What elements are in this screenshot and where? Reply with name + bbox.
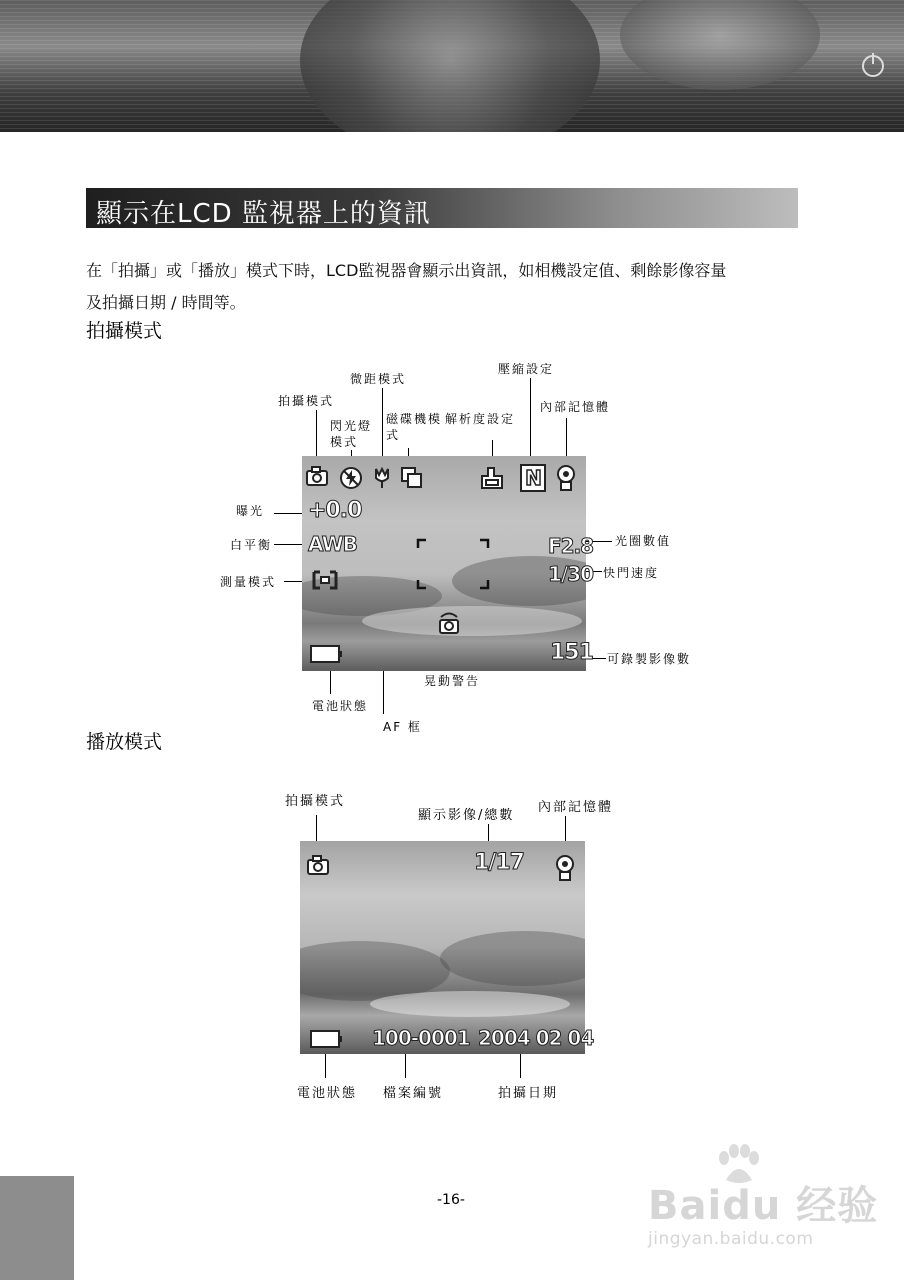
label-exposure: 曝光 (236, 504, 265, 518)
leader-battery (330, 668, 331, 694)
label-shutter: 快門速度 (603, 566, 660, 580)
resolution-icon (480, 466, 504, 490)
label-internal-memory: 內部記憶體 (540, 400, 611, 414)
label-pb-shoot-mode: 拍攝模式 (285, 794, 346, 809)
label-macro: 微距模式 (350, 372, 407, 386)
pb-file-number-value: 100-0001 (372, 1026, 470, 1050)
compression-n-icon: N (520, 464, 546, 492)
af-frame-icon (416, 538, 490, 590)
power-icon (858, 50, 888, 80)
label-af-frame: AF 框 (383, 720, 422, 734)
watermark-brand: Baidu 经验 (648, 1183, 879, 1229)
label-pb-file-number: 檔案編號 (383, 1086, 444, 1101)
header-banner (0, 0, 904, 132)
corner-tab (0, 1176, 74, 1280)
section-title: 顯示在LCD 監視器上的資訊 (96, 199, 431, 229)
label-aperture: 光圈數值 (615, 534, 672, 548)
metering-icon (312, 570, 338, 590)
continuous-drive-icon (400, 466, 424, 490)
battery-icon (310, 644, 342, 664)
playback-heading: 播放模式 (86, 731, 163, 753)
leader-compression (530, 378, 531, 460)
leader-pb-battery (325, 1050, 326, 1078)
leader-pb-file-number (405, 1050, 406, 1078)
section-title-bar (86, 188, 798, 228)
page-number: -16- (437, 1192, 465, 1208)
watermark-url: jingyan.baidu.com (648, 1229, 814, 1249)
label-drive-2: 式 (386, 428, 401, 442)
label-battery: 電池狀態 (312, 699, 369, 713)
intro-line-1: 在「拍攝」或「播放」模式下時，LCD監視器會顯示出資訊，如相機設定值、剩餘影像容量 (86, 261, 727, 280)
cloud-shape (370, 991, 570, 1017)
leader-internal-memory (566, 418, 567, 458)
camera-icon (306, 466, 328, 486)
leader-macro (382, 388, 383, 458)
flash-off-icon (339, 466, 363, 490)
label-shots-left: 可錄製影像數 (607, 652, 692, 666)
label-flash-1: 閃光燈 (330, 419, 373, 433)
playback-lcd-screen (300, 841, 585, 1054)
label-pb-date: 拍攝日期 (498, 1086, 559, 1101)
pb-image-count: 1/17 (474, 850, 524, 875)
shots-left-value: 151 (550, 640, 593, 665)
intro-line-2: 及拍攝日期 / 時間等。 (86, 293, 246, 312)
shake-warning-icon (436, 610, 462, 636)
label-pb-internal-memory: 內部記憶體 (538, 800, 614, 815)
cloud-shape (440, 931, 585, 986)
label-metering: 測量模式 (220, 575, 277, 589)
macro-flower-icon (370, 466, 394, 490)
label-flash-2: 模式 (330, 435, 359, 449)
pb-date-value: 2004 02 04 (478, 1026, 594, 1050)
white-balance-value: AWB (308, 532, 357, 556)
label-compression: 壓縮設定 (498, 362, 555, 376)
capture-heading: 拍攝模式 (86, 320, 163, 342)
label-resolution: 解析度設定 (445, 412, 516, 426)
baidu-watermark (648, 1150, 878, 1249)
internal-memory-icon (555, 464, 577, 492)
pb-internal-memory-icon (554, 854, 576, 882)
label-shake-warning: 晃動警告 (424, 674, 481, 688)
paw-logo-icon (714, 1144, 760, 1186)
shutter-value: 1/30 (548, 562, 594, 586)
leader-shoot-mode (316, 410, 317, 458)
lens-graphic (300, 0, 600, 132)
label-shoot-mode: 拍攝模式 (278, 394, 335, 408)
pb-camera-icon (307, 855, 329, 875)
cloud-shape (362, 606, 582, 636)
label-pb-battery: 電池狀態 (297, 1086, 358, 1101)
leader-pb-date (520, 1050, 521, 1078)
label-drive-1: 磁碟機模 (386, 412, 443, 426)
aperture-value: F2.8 (548, 534, 594, 558)
label-white-balance: 白平衡 (230, 538, 273, 552)
exposure-value: +0.0 (308, 498, 362, 523)
label-pb-image-total: 顯示影像/總數 (418, 808, 515, 823)
pb-battery-icon (310, 1029, 342, 1049)
